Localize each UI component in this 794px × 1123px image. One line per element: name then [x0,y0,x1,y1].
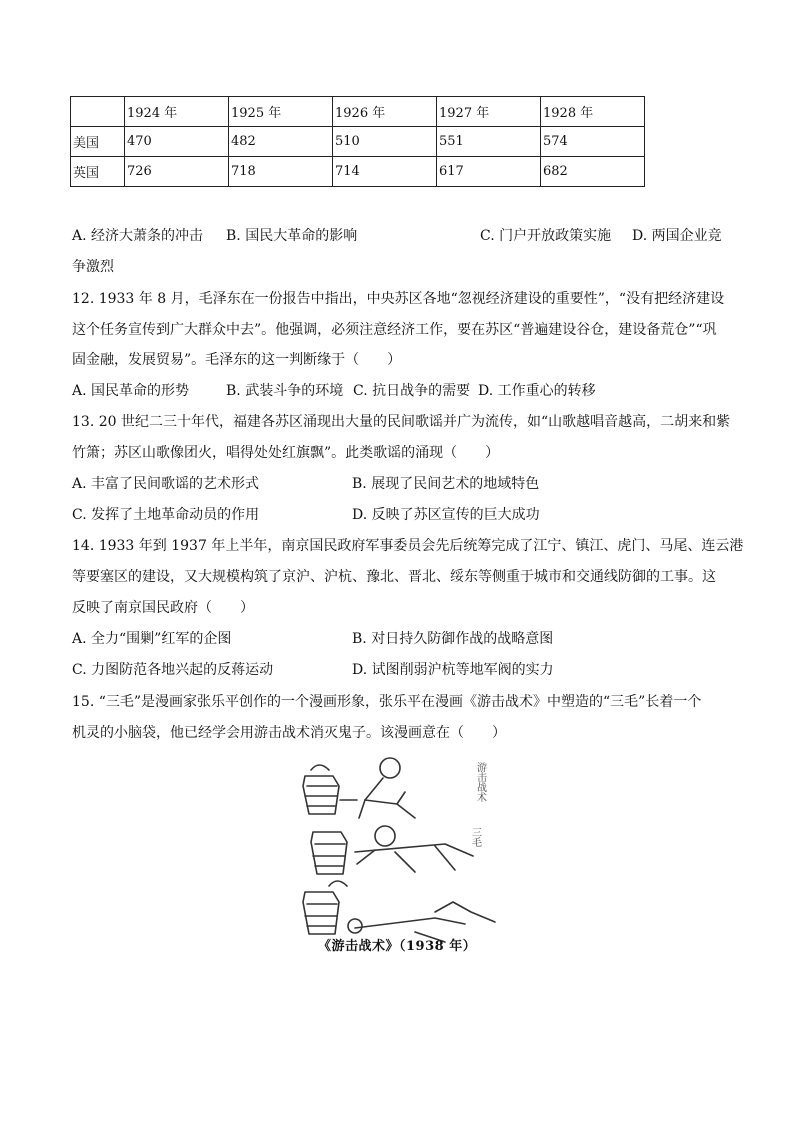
table-header-cell: 1925 年 [229,97,333,127]
q12-option-c[interactable]: C. 抗日战争的需要 [353,383,471,399]
table-cell: 510 [333,127,437,157]
figure-caption: 《游击战术》（1938 年） [318,939,477,954]
q13-stem-line: 13. 20 世纪二三十年代，福建各苏区涌现出大量的民间歌谣并广为流传，如“山歌越唱音越高，二胡来和紫 [72,414,731,430]
q15-stem-line: 15. “三毛”是漫画家张乐平创作的一个漫画形象，张乐平在漫画《游击战术》中塑造的“三毛”长着一个 [72,694,702,710]
q12-stem-line: 12. 1933 年 8 月，毛泽东在一份报告中指出，中央苏区各地“忽视经济建设的重要性”，“没有把经济建设 [72,291,725,307]
table-header-cell: 1924 年 [125,97,229,127]
q13-stem-line: 竹箫；苏区山歌像团火，唱得处处红旗飘”。此类歌谣的涌现（ ） [72,445,500,461]
q12-stem-line: 这个任务宣传到广大群众中去”。他强调，必须注意经济工作，要在苏区“普遍建设谷仓，建设备荒仓”“巩 [72,322,717,338]
table-header-cell [71,97,125,127]
table-header-cell: 1928 年 [541,97,645,127]
row-label: 美国 [71,127,125,157]
q14-stem-line: 等要塞区的建设，又大规模构筑了京沪、沪杭、豫北、晋北、绥东等侧重于城市和交通线防御的工事。这 [72,569,716,585]
q13-option-d[interactable]: D. 反映了苏区宣传的巨大成功 [352,507,540,523]
q13-option-c[interactable]: C. 发挥了土地革命动员的作用 [72,507,260,523]
q15-stem-line: 机灵的小脑袋，他已经学会用游击战术消灭鬼子。该漫画意在（ ） [72,725,506,741]
table-cell: 714 [333,157,437,187]
figure-side-text-1: 游击战术 [474,762,486,802]
table-header-row [71,97,645,127]
q14-option-c[interactable]: C. 力图防范各地兴起的反蒋运动 [72,662,274,678]
q11-option-c[interactable]: C. 门户开放政策实施 [480,228,612,244]
q13-option-b[interactable]: B. 展现了民间艺术的地域特色 [352,476,540,492]
q14-stem-line: 14. 1933 年到 1937 年上半年，南京国民政府军事委员会先后统筹完成了江宁、镇江、虎门、马尾、连云港 [72,538,744,554]
table-header-cell: 1927 年 [437,97,541,127]
table-cell: 574 [541,127,645,157]
data-table [70,96,645,187]
table-row [71,127,645,157]
q13-option-a[interactable]: A. 丰富了民间歌谣的艺术形式 [72,476,260,492]
q12-option-b[interactable]: B. 武装斗争的环境 [226,383,344,399]
guerrilla-tactics-cartoon [295,752,505,957]
table-row [71,157,645,187]
table-cell: 718 [229,157,333,187]
row-label: 英国 [71,157,125,187]
table-cell: 726 [125,157,229,187]
q12-option-a[interactable]: A. 国民革命的形势 [72,383,190,399]
q14-option-a[interactable]: A. 全力“围剿”红军的企图 [72,631,232,647]
q14-option-d[interactable]: D. 试图削弱沪杭等地军阀的实力 [352,662,554,678]
figure-side-text-2: 三毛 [469,827,481,847]
table-cell: 617 [437,157,541,187]
table-cell: 482 [229,127,333,157]
table-header-cell: 1926 年 [333,97,437,127]
q11-option-d[interactable]: D. 两国企业竞 [632,228,722,244]
q11-option-a[interactable]: A. 经济大萧条的冲击 [72,228,204,244]
q12-option-d[interactable]: D. 工作重心的转移 [478,383,596,399]
q12-stem-line: 固金融，发展贸易”。毛泽东的这一判断缘于（ ） [72,352,402,368]
table-cell: 470 [125,127,229,157]
q14-option-b[interactable]: B. 对日持久防御作战的战略意图 [352,631,554,647]
q14-stem-line: 反映了南京国民政府（ ） [72,600,254,616]
table-cell: 551 [437,127,541,157]
q11-option-b[interactable]: B. 国民大革命的影响 [226,228,358,244]
table-cell: 682 [541,157,645,187]
q11-option-d-continued: 争激烈 [72,259,114,275]
